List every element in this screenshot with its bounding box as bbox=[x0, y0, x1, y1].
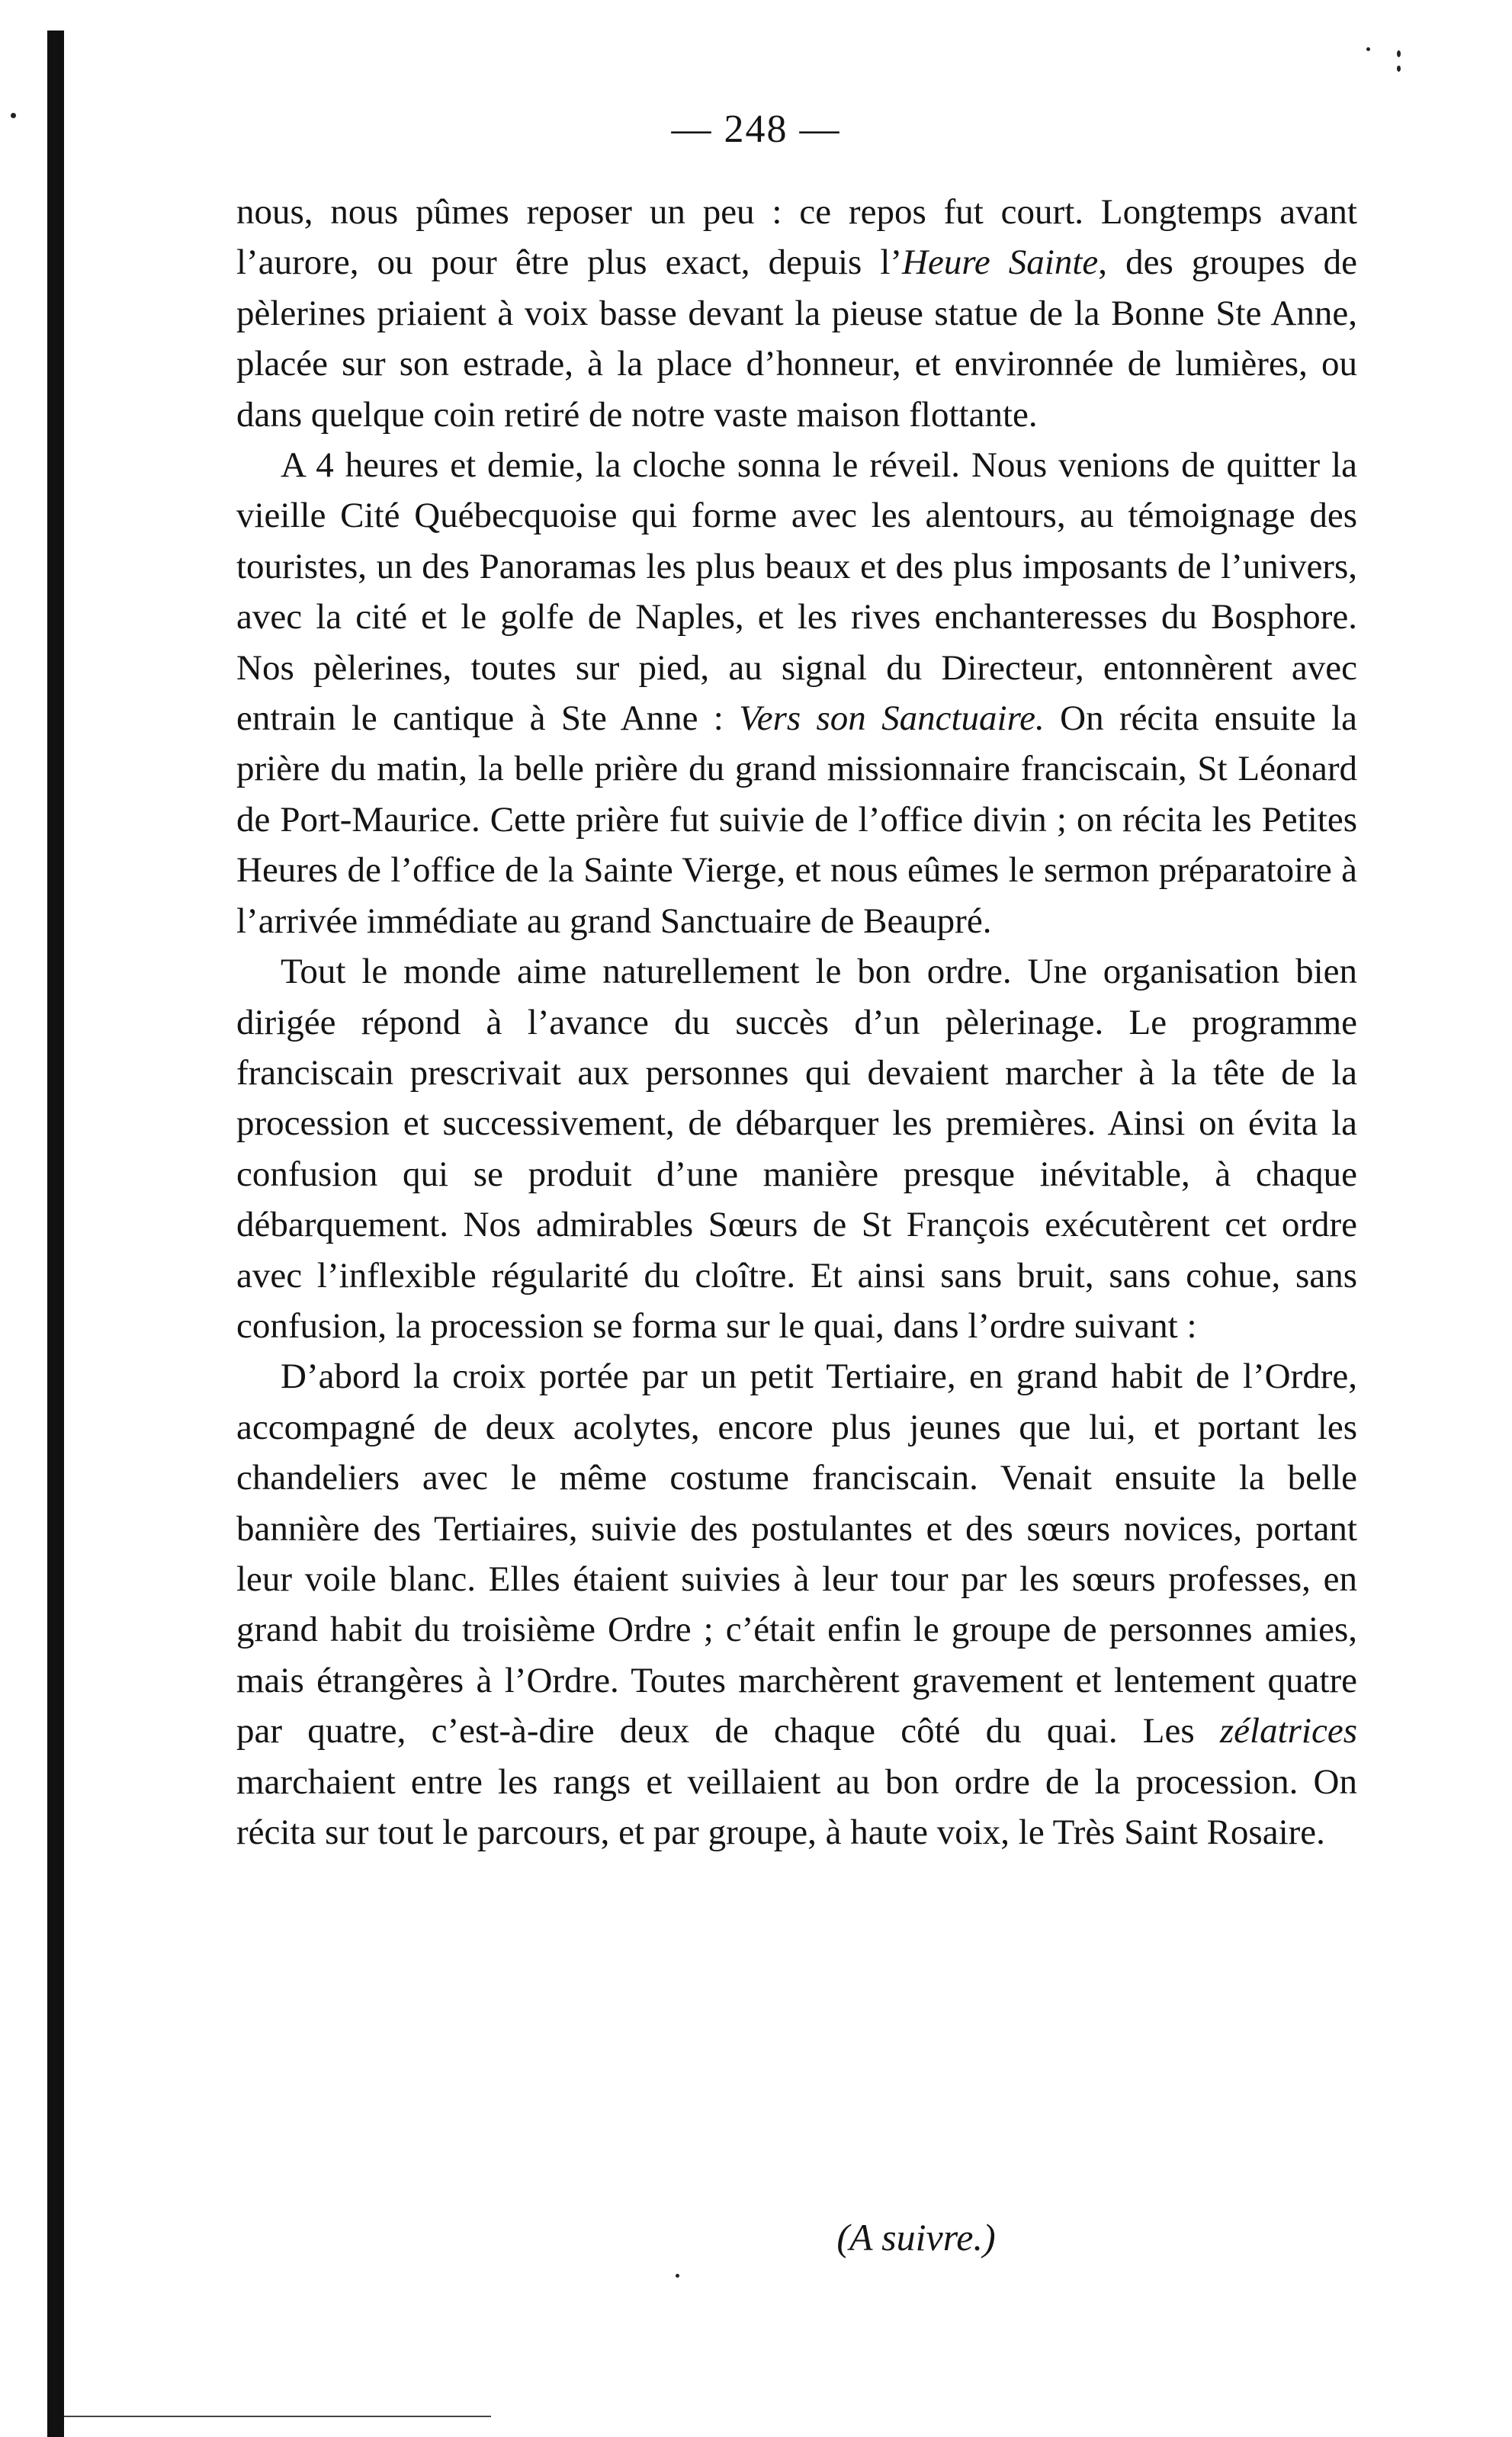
paragraph bbox=[236, 946, 1357, 1351]
binding-shadow bbox=[47, 31, 64, 2437]
ink-speck bbox=[1397, 50, 1401, 57]
text-run: nous, nous pûmes reposer un peu : ce repos fut court. Longtemps avant l’aurore, ou pour être plus exact, depuis l’ bbox=[236, 192, 1357, 283]
paragraph bbox=[236, 1351, 1357, 1857]
page-edge-line bbox=[64, 2416, 491, 2417]
ink-speck bbox=[676, 2274, 679, 2278]
italic-run: Heure Sainte bbox=[902, 242, 1099, 283]
text-run: marchaient entre les rangs et veillaient au bon ordre de la procession. On récita sur tout le parcours, et par groupe, à haute voix, le Très Saint Rosaire. bbox=[236, 1761, 1357, 1852]
paragraph bbox=[236, 440, 1357, 946]
paragraph bbox=[236, 187, 1357, 440]
ink-speck bbox=[1397, 66, 1401, 72]
text-run: Tout le monde aime naturellement le bon ordre. Une organisation bien dirigée répond à l’avance du succès d’un pèlerinage. Le programme franciscain prescrivait aux personnes qui devaient marcher à la tête de la procession et successivement, de débarquer les premières. Ainsi on évita la confusion qui se produit d’une manière presque inévitable, à chaque débarquement. Nos admirables Sœurs de St François exécutèrent cet ordre avec l’inflexible régularité du cloître. Et ainsi sans bruit, sans cohue, sans confusion, la procession se forma sur le quai, dans l’ordre suivant : bbox=[236, 952, 1357, 1346]
text-run: On récita ensuite la prière du matin, la belle prière du grand missionnaire franciscain, St Léonard de Port-Maurice. Cette prière fut suivie de l’office divin ; on récita les Petites Heures de l’office de la Sainte Vierge, et nous eûmes le sermon préparatoire à l’arrivée immédiate au grand Sanctuaire de Beaupré. bbox=[236, 698, 1358, 941]
text-run: A 4 heures et demie, la cloche sonna le réveil. Nous venions de quitter la vieille Cité Québecquoise qui forme avec les alentours, au témoignage des touristes, un des Panoramas les plus beaux et des plus imposants de l’univers, avec la cité et le golfe de Naples, et les rives enchanteresses du Bosphore. Nos pèlerines, toutes sur pied, au signal du Directeur, entonnèrent avec entrain le cantique à Ste Anne : bbox=[236, 445, 1357, 739]
text-run: , des groupes de pèlerines priaient à voix basse devant la pieuse statue de la Bonne Ste Anne, placée sur son estrade, à la place d’honneur, et environnée de lumières, ou dans quelque coin retiré de notre vaste maison flottante. bbox=[236, 242, 1357, 435]
italic-run: Vers son Sanctuaire. bbox=[739, 698, 1045, 739]
to-be-continued: (A suivre.) bbox=[836, 2216, 996, 2259]
text-run: D’abord la croix portée par un petit Tertiaire, en grand habit de l’Ordre, accompagné de deux acolytes, encore plus jeunes que lui, et portant les chandeliers avec le même costume franciscain. Venait ensuite la belle bannière des Tertiaires, suivie des postulantes et des sœurs novices, portant leur voile blanc. Elles étaient suivies à leur tour par les sœurs professes, en grand habit du troisième Ordre ; c’était enfin le groupe de personnes amies, mais étrangères à l’Ordre. Toutes marchèrent gravement et lentement quatre par quatre, c’est-à-dire deux de chaque côté du quai. Les bbox=[236, 1357, 1357, 1751]
italic-run: zélatrices bbox=[1219, 1711, 1357, 1751]
ink-speck bbox=[1366, 47, 1370, 51]
body-text bbox=[236, 187, 1357, 1857]
page-number: — 248 — bbox=[671, 108, 841, 151]
